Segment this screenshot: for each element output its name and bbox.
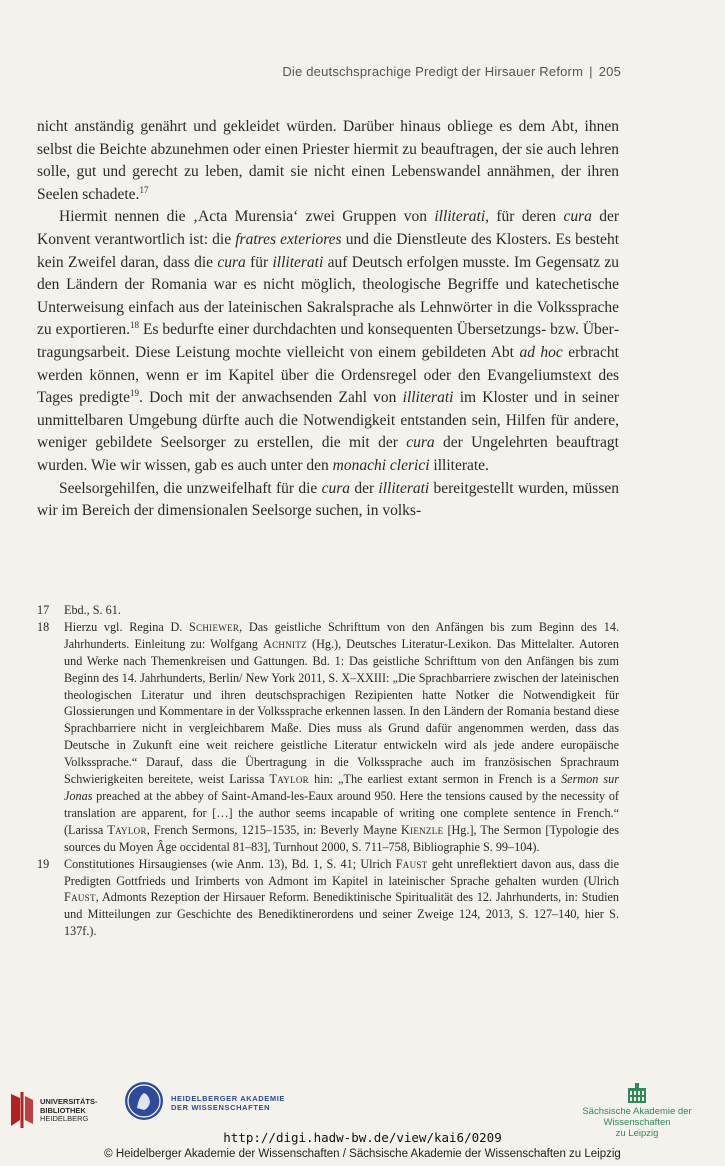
page-url[interactable]: http://digi.hadw-bw.de/view/kai6/0209 (223, 1130, 502, 1145)
italic-term: illiterati (434, 208, 486, 226)
text-run: geht unreflektiert davon aus, dass die Predigten Gottfrieds und Irimberts von Admont im Kapitel in lateinischer Sprache gehalten wurden (Ulrich (64, 856, 620, 888)
text-run: , Admonts Rezeption der Hirsauer Reform. Benediktinische Spiritualität des 12. Jahrhunderts, in: Studien und Mitteilungen zur Geschichte des Benediktinerordens und seiner Zweige 124, 2013, S. 127–140, hier S. 137f.). (64, 890, 619, 939)
paragraph-3 (37, 478, 619, 523)
text-run: , Das geistliche Schrifttum von den Anfängen bis zum Beginn des 14. Jahrhunderts. Einleitung zu: Wolfgang (64, 619, 619, 651)
author-name: Faust (395, 856, 428, 871)
author-name: Achnitz (263, 636, 307, 651)
footnote-text (64, 602, 619, 619)
text-run: auf Deutsch erfolgen musste. Im Gegensatz zu den Ländern der Romania war es nicht möglich, theologische Begriffe und katechetische Unterweisung einfach aus der lateinischen Sakralsprache als Lehnwörter in die Volkssprache zu exportieren. (37, 253, 620, 339)
copyright-notice: © Heidelberger Akademie der Wissenschaften / Sächsische Akademie der Wissenschaften zu Leipzig (104, 1148, 621, 1160)
paragraph-2 (37, 206, 619, 477)
hadw-seal-icon (125, 1082, 163, 1120)
text-run: der Konvent verantwortlich ist: die (37, 208, 619, 248)
footnotes (37, 602, 619, 940)
running-title: Die deutschsprachige Predigt der Hirsauer Reform (282, 64, 584, 79)
author-name: Kienzle (400, 822, 444, 837)
paragraph-1 (37, 116, 619, 206)
ub-heidelberg-logo[interactable] (8, 1090, 108, 1130)
saw-logo-line2: zu Leipzig (615, 1128, 659, 1139)
text-run: Hiermit nennen die ‚Acta Murensia‘ zwei Gruppen von (59, 208, 435, 226)
text-run: [Hg.], The Sermon [Typologie des sources du Moyen Âge occidental 81–83], Turnhout 2000, S. 711–758, Bibliographie S. 99–104). (64, 822, 619, 854)
author-name: Taylor (269, 772, 309, 787)
italic-term: cura (321, 479, 351, 497)
footnote-text (64, 619, 619, 856)
text-run: Es bedurfte einer durchdachten und konsequenten Übersetzungs- bzw. Übertragungsarbeit. Diese Leistung mochte vielleicht von einem gebildeten Abt (37, 321, 619, 361)
text-run: preached at the abbey of Saint-Amand-les-Eaux around 950. Here the tensions caused by the necessity of translation are apparent, for […] the author seems incapable of writing one complete sentence in French.“ (Larissa (64, 788, 619, 837)
hadw-logo[interactable] (125, 1082, 295, 1128)
ub-logo-line2: BIBLIOTHEK (40, 1105, 86, 1115)
text-run: , für deren (485, 208, 564, 226)
hadw-logo-line1: HEIDELBERGER AKADEMIE (171, 1094, 285, 1103)
text-run: Constitutiones Hirsaugienses (wie Anm. 13), Bd. 1, S. 41; Ulrich (64, 856, 396, 871)
italic-term: cura (406, 434, 435, 452)
text-run: (Hg.), Deutsches Literatur-Lexikon. Das Mittelalter. Autoren und Werke nach Themenkreisen und Gattungen. Bd. 1: Das geistliche Schrifttum von den Anfängen bis zum Beginn des 14. Jahrhunderts, Berlin/ New York 2011, S. X–XXIII: „Die Sprachbarriere zwischen der lateinischen theologischen Literatur und ihren deutschsprachigen Rezipienten hatte Notker die Notwendigkeit für Glossierungen und Kommentare in der Volkssprache erkennen lassen. In den Ländern der Romania bestand diese Sprachbarriere nicht in vergleichbarem Maße. Dies muss als Grund dafür angenommen werden, dass das Deutsche in Zukunft eine weit reichere geistliche Literatur entwickeln wird als jede andere europäische Volkssprache.“ Darauf, dass die Übertragung in die Volkssprache auch im französischen Sprachraum Schwierigkeiten bereitete, weist Larissa (64, 636, 619, 787)
footnote-19 (37, 856, 619, 941)
italic-term: illiterati (402, 389, 454, 407)
page-number: 205 (598, 64, 621, 79)
author-name: Schiewer (189, 619, 240, 634)
text-run: Hierzu vgl. Regina D. (64, 619, 189, 634)
italic-term: ad hoc (519, 343, 563, 361)
text-run: der (350, 479, 379, 497)
running-head-separator: | (589, 64, 593, 79)
italic-term: cura (563, 208, 592, 226)
italic-term: illiterati (378, 479, 430, 497)
italic-term: cura (217, 253, 246, 271)
text-run: . Doch mit der anwachsenden Zahl von (138, 389, 403, 407)
italic-term: illiterati (272, 253, 324, 271)
text-run: für (245, 253, 273, 271)
text-run: der Ungelehrten beauftragt wurden. Wie wir wissen, gab es auch unter den (37, 434, 619, 474)
text-run: hin: „The earliest extant sermon in French is a (308, 772, 562, 787)
ub-logo-line1: UNIVERSITÄTS- (40, 1097, 98, 1106)
text-run: Ebd., S. 61. (64, 603, 121, 617)
footnote-ref-19[interactable]: 19 (129, 387, 139, 398)
main-text (37, 116, 619, 523)
footnote-number: 19 (37, 856, 50, 871)
author-name: Faust (64, 890, 96, 905)
text-run: Seelsorgehilfen, die unzweifelhaft für die (59, 479, 322, 497)
text-run: illiterate. (429, 456, 489, 474)
text-run: erbracht werden können, wenn er im Kapitel über die Ordensregel oder den Evangeliumstext des Tages predigte (37, 343, 619, 407)
footnote-18 (37, 619, 619, 856)
footnote-17 (37, 602, 619, 619)
running-head (282, 64, 621, 79)
saw-building-icon (627, 1082, 647, 1104)
footnote-number: 17 (37, 603, 50, 617)
ub-logo-line3: HEIDELBERG (40, 1114, 89, 1123)
author-name: Taylor (107, 822, 147, 837)
italic-title: Sermon sur Jonas (64, 772, 619, 803)
ub-heidelberg-logo-icon (8, 1090, 36, 1130)
footnote-ref-17[interactable]: 17 (139, 184, 149, 195)
text-run: und die Dienstleute des Klosters. Es besteht kein Zweifel daran, dass die (37, 230, 619, 271)
footnote-ref-18[interactable]: 18 (130, 320, 140, 331)
text-run: bereitgestellt wurden, müssen wir im Bereich der dimensionalen Seelsorge suchen, in volks- (37, 479, 619, 520)
saw-logo-line1: Sächsische Akademie der Wissenschaften (582, 1106, 692, 1128)
hadw-logo-line2: DER WISSENSCHAFTEN (171, 1103, 271, 1112)
italic-term: fratres exteriores (235, 230, 342, 248)
footnote-text (64, 856, 619, 941)
text-run: im Kloster und in seiner unmittelbaren Umgebung dürfte auch die Notwendigkeit entstanden sein, Hilfen für andere, weniger gebildete Seelsorger zu erstellen, die mit der (37, 389, 619, 452)
italic-term: monachi clerici (332, 456, 430, 474)
text-run: nicht anständig genährt und gekleidet würden. Darüber hinaus obliege es dem Abt, ihnen selbst die Beichte abzunehmen oder einen Priester hiermit zu beauftragen, der sie auch lehren solle, gut und gerecht zu leben, damit sie nicht einen Lebenswandel annähmen, der ihren Seelen schadete. (37, 118, 619, 203)
footnote-number: 18 (37, 619, 50, 634)
text-run: , French Sermons, 1215–1535, in: Beverly Mayne (146, 822, 401, 837)
